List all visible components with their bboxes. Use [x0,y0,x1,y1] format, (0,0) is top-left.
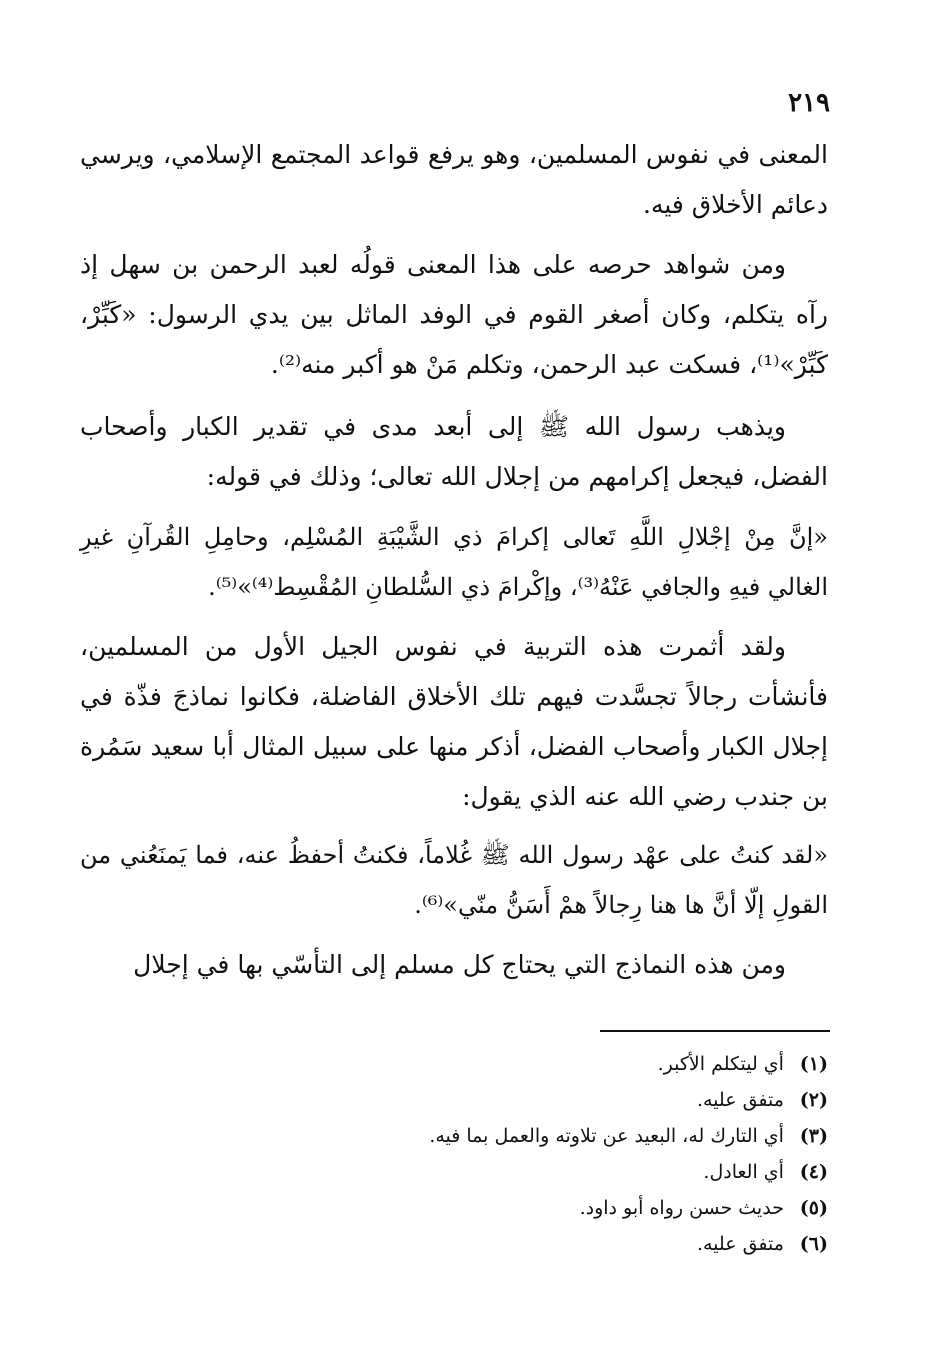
footnotes [80,1046,828,1262]
footnote-number: (٢) [799,1089,828,1111]
paragraph-7: ومن هذه النماذج التي يحتاج كل مسلم إلى التأسّي بها في إجلال [133,950,786,979]
paragraph-3: ويذهب رسول الله ﷺ إلى أبعد مدى في تقدير الكبار وأصحاب الفضل، فيجعل إكرامهم من إجلال الله تعالى؛ وذلك في قوله: [80,412,828,491]
footnote-number: (٥) [799,1197,828,1219]
hadith-quote-1: «إنَّ مِنْ إجْلالِ اللَّهِ تَعالى إكرامَ ذي الشَّيْبَةِ المُسْلِم، وحامِلِ القُرآنِ غيرِ الغالي فيهِ والجافي عَنْهُ⁽³⁾، وإكْرامَ ذي السُّلطانِ المُقْسِط⁽⁴⁾»⁽⁵⁾. [80,523,828,601]
page-number: ٢١٩ [788,88,830,118]
footnote-item [80,1226,828,1262]
paragraph-5: ولقد أثمرت هذه التربية في نفوس الجيل الأول من المسلمين، فأنشأت رجالاً تجسَّدت فيهم تلك الأخلاق الفاضلة، فكانوا نماذجَ فذّة في إجلال الكبار وأصحاب الفضل، أذكر منها على سبيل المثال أبا سعيد سَمُرة بن جندب رضي الله عنه الذي يقول: [80,632,828,811]
paragraph-2: ومن شواهد حرصه على هذا المعنى قولُه لعبد الرحمن بن سهل إذ رآه يتكلم، وكان أصغر القوم في الوفد الماثل بين يدي الرسول: «كَبِّرْ، كَبِّرْ»⁽¹⁾، فسكت عبد الرحمن، وتكلم مَنْ هو أكبر منه⁽²⁾. [80,250,828,379]
footnote-number: (٣) [799,1125,828,1147]
footnote-item [80,1118,828,1154]
footnote-text: أي ليتكلم الأكبر. [657,1053,784,1075]
footnote-divider [600,1030,830,1032]
hadith-quote-2: «لقد كنتُ على عهْد رسول الله ﷺ غُلاماً، فكنتُ أحفظُ عنه، فما يَمنَعُني من القولِ إلّا أنَّ ها هنا رِجالاً همْ أَسَنُّ منّي»⁽⁶⁾. [80,841,828,919]
footnote-number: (٦) [799,1233,828,1255]
footnote-item [80,1154,828,1190]
footnote-item [80,1082,828,1118]
footnote-item [80,1046,828,1082]
footnote-number: (٤) [799,1161,828,1183]
footnote-text: متفق عليه. [696,1089,784,1111]
footnote-text: أي العادل. [703,1161,784,1183]
footnote-text: حديث حسن رواه أبو داود. [579,1197,784,1219]
footnote-number: (١) [799,1053,828,1075]
paragraph-1: المعنى في نفوس المسلمين، وهو يرفع قواعد المجتمع الإسلامي، ويرسي دعائم الأخلاق فيه. [80,140,828,219]
footnote-text: متفق عليه. [696,1233,784,1255]
footnote-text: أي التارك له، البعيد عن تلاوته والعمل بما فيه. [429,1125,784,1147]
footnote-item [80,1190,828,1226]
